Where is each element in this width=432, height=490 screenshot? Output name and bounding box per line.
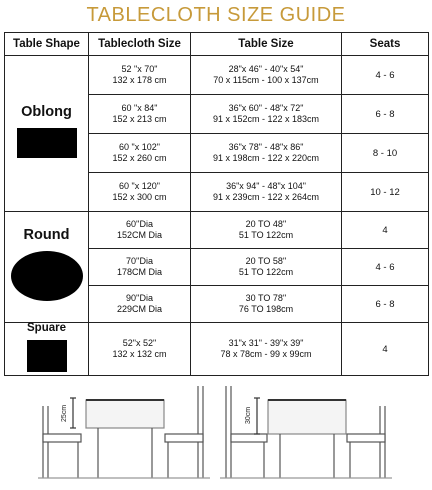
shape-cell-oblong (5, 56, 89, 212)
seats: 10 - 12 (342, 173, 429, 212)
seats: 6 - 8 (342, 95, 429, 134)
right-drop-label: 30cm (245, 406, 252, 424)
table-size-cm: 78 x 78cm - 99 x 99cm (220, 349, 312, 359)
tablecloth-size-cm: 132 x 178 cm (112, 75, 167, 85)
tablecloth-size-cm: 152CM Dia (116, 230, 163, 240)
square-shape-icon (27, 340, 67, 372)
table-row (5, 323, 429, 376)
tablecloth-size: 52"x 52" (122, 338, 157, 348)
table-size-cm: 51 TO 122cm (238, 267, 294, 277)
drop-diagram (0, 376, 432, 486)
shape-label-square: Spuare (27, 322, 66, 334)
tablecloth-size: 90''Dia (126, 293, 153, 303)
seats: 4 - 6 (342, 249, 429, 286)
tablecloth-size: 60 "x 84" (121, 103, 158, 113)
header-table-size: Table Size (191, 33, 342, 56)
shape-cell-square (5, 323, 89, 376)
header-table-shape: Table Shape (5, 33, 89, 56)
tablecloth-size-cm: 178CM Dia (116, 267, 163, 277)
table-size: 30 TO 78'' (245, 293, 287, 303)
table-row (5, 56, 429, 95)
page-title: TABLECLOTH SIZE GUIDE (86, 4, 346, 26)
shape-label-oblong: Oblong (21, 103, 72, 120)
seats: 6 - 8 (342, 286, 429, 323)
table-size-cm: 91 x 198cm - 122 x 220cm (212, 153, 320, 163)
table-row (5, 212, 429, 249)
size-guide-table (4, 32, 429, 376)
table-size: 28"x 46" - 40"x 54" (228, 64, 304, 74)
shape-label-round: Round (23, 227, 70, 243)
tablecloth-size: 60 "x 120" (119, 181, 160, 191)
seats: 4 - 6 (342, 56, 429, 95)
table-size: 31"x 31" - 39"x 39" (228, 338, 304, 348)
table-size-cm: 76 TO 198cm (238, 304, 294, 314)
seats: 4 (342, 323, 429, 376)
tablecloth-size-cm: 229CM Dia (116, 304, 163, 314)
tablecloth-size-cm: 132 x 132 cm (112, 349, 167, 359)
header-seats: Seats (342, 33, 429, 56)
table-size: 36"x 78" - 48"x 86" (228, 142, 304, 152)
tablecloth-size: 70''Dia (126, 256, 153, 266)
tablecloth-size: 60 "x 102" (119, 142, 160, 152)
seats: 4 (342, 212, 429, 249)
right-table-illustration (220, 386, 392, 478)
oblong-shape-icon (17, 128, 77, 158)
left-table-illustration (38, 386, 210, 478)
seats: 8 - 10 (342, 134, 429, 173)
table-size-cm: 91 x 239cm - 122 x 264cm (212, 192, 320, 202)
table-size: 20 TO 48'' (245, 219, 287, 229)
table-header-row (5, 33, 429, 56)
round-shape-icon (11, 251, 83, 301)
header-tablecloth-size: Tablecloth Size (89, 33, 191, 56)
table-size-cm: 51 TO 122cm (238, 230, 294, 240)
shape-cell-round (5, 212, 89, 323)
tablecloth-size-cm: 152 x 260 cm (112, 153, 167, 163)
tablecloth-size: 60''Dia (126, 219, 153, 229)
table-size: 36"x 60" - 48"x 72" (228, 103, 304, 113)
table-size: 36"x 94" - 48"x 104" (226, 181, 306, 191)
left-drop-label: 25cm (61, 404, 68, 422)
table-size-cm: 91 x 152cm - 122 x 183cm (212, 114, 320, 124)
tablecloth-size-cm: 152 x 300 cm (112, 192, 167, 202)
tablecloth-size: 52 "x 70" (121, 64, 158, 74)
tablecloth-size-cm: 152 x 213 cm (112, 114, 167, 124)
table-size-cm: 70 x 115cm - 100 x 137cm (213, 75, 319, 85)
table-size: 20 TO 58'' (245, 256, 287, 266)
